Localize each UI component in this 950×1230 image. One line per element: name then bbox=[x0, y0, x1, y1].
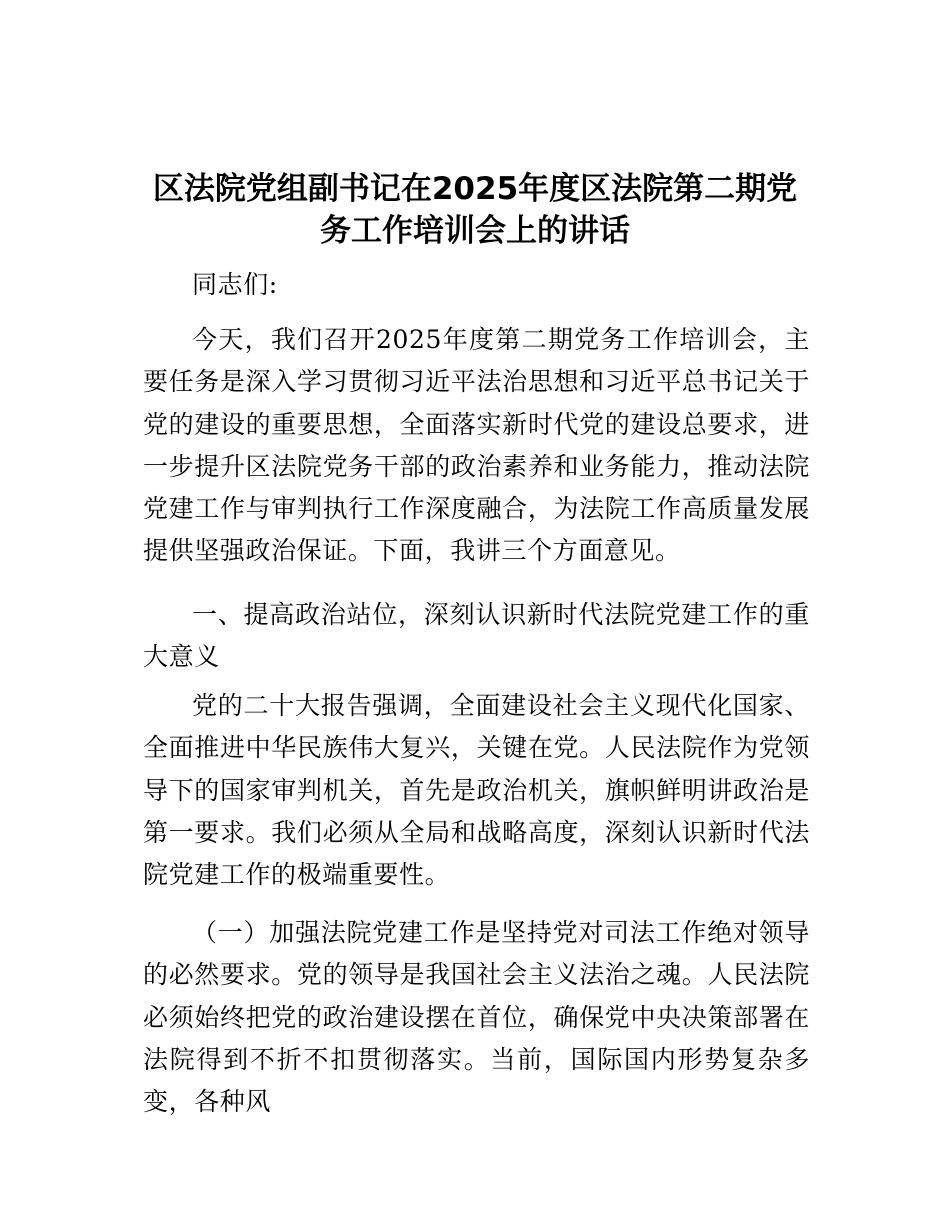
section-heading-one: 一、提高政治站位，深刻认识新时代法院党建工作的重大意义 bbox=[143, 600, 810, 672]
greeting: 同志们: bbox=[192, 270, 278, 299]
body-paragraph-two: 党的二十大报告强调，全面建设社会主义现代化国家、全面推进中华民族伟大复兴，关键在党。人民法院作为党领导下的国家审判机关，首先是政治机关，旗帜鲜明讲政治是第一要求。我们必须从全局和战略高度，深刻认识新时代法院党建工作的极端重要性。 bbox=[143, 691, 810, 890]
document-title-line-2: 务工作培训会上的讲话 bbox=[320, 213, 630, 249]
body-paragraph-three: （一）加强法院党建工作是坚持党对司法工作绝对领导的必然要求。党的领导是我国社会主义法治之魂。人民法院必须始终把党的政治建设摆在首位，确保党中央决策部署在法院得到不折不扣贯彻落实。当前，国际国内形势复杂多变，各种风 bbox=[143, 918, 810, 1117]
intro-paragraph: 今天，我们召开2025年度第二期党务工作培训会，主要任务是深入学习贯彻习近平法治思想和习近平总书记关于党的建设的重要思想，全面落实新时代党的建设总要求，进一步提升区法院党务干部的政治素养和业务能力，推动法院党建工作与审判执行工作深度融合，为法院工作高质量发展提供坚强政治保证。下面，我讲三个方面意见。 bbox=[143, 325, 810, 566]
document-title-line-1: 区法院党组副书记在2025年度区法院第二期党 bbox=[152, 171, 798, 207]
